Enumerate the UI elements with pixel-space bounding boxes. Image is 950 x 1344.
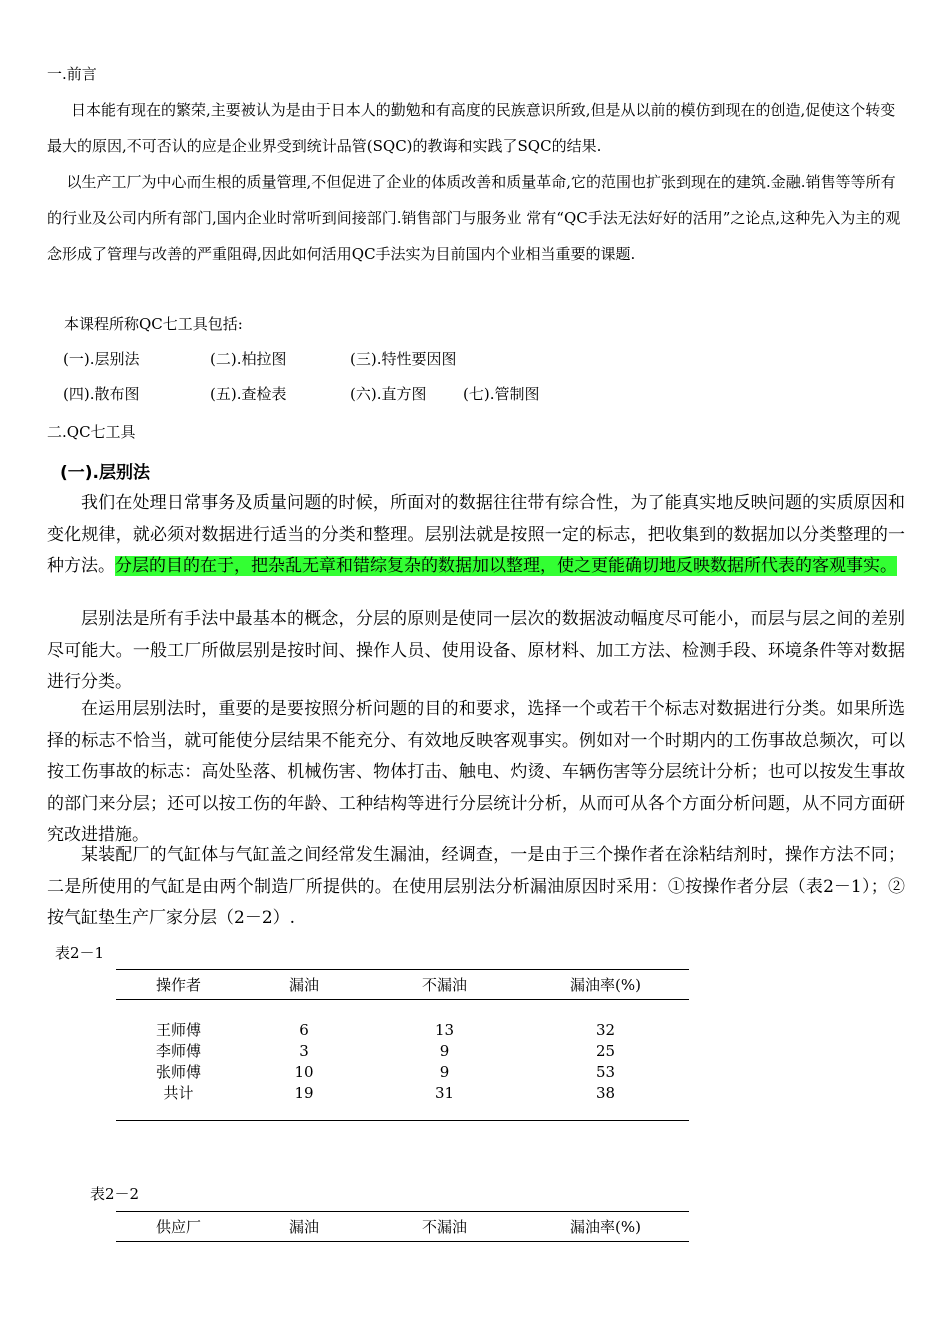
- table-cell: 6: [299, 1021, 309, 1039]
- highlighted-text: 分层的目的在于，把杂乱无章和错综复杂的数据加以整理，使之更能确切地反映数据所代表的客观事实。: [115, 556, 897, 576]
- intro-paragraph-2: 以生产工厂为中心而生根的质量管理,不但促进了企业的体质改善和质量革命,它的范围也扩张到现在的建筑.金融.销售等等所有的行业及公司内所有部门,国内企业时常听到间接部门.销售部门与服务业 常有“QC手法无法好好的活用”之论点,这种先入为主的观念形成了管理与改善的严重阻碍,因此如何活用QC手法实为目前国内个业相当重要的课题.: [47, 173, 901, 263]
- leak-rate-column: [522, 1000, 689, 1121]
- table-header: 不漏油: [367, 970, 522, 1000]
- leak-column: [241, 1000, 367, 1121]
- tool-item: (一).层别法: [63, 350, 140, 368]
- table-header: 漏油: [241, 1212, 367, 1242]
- table-header: 漏油: [241, 970, 367, 1000]
- table-2-caption: 表2－2: [90, 1185, 140, 1203]
- table-cell: 张师傅: [155, 1063, 201, 1081]
- table-cell: 9: [439, 1063, 450, 1081]
- table-cell: 王师傅: [155, 1021, 201, 1039]
- no-leak-column: [367, 1000, 522, 1121]
- stratification-paragraph-2: 层别法是所有手法中最基本的概念，分层的原则是使同一层次的数据波动幅度尽可能小，而层与层之间的差别尽可能大。一般工厂所做层别是按时间、操作人员、使用设备、原材料、加工方法、检测手段、环境条件等对数据进行分类。: [47, 609, 905, 692]
- table-row: [116, 1000, 689, 1121]
- tool-item: (五).查检表: [210, 385, 287, 403]
- table-cell: 19: [294, 1084, 314, 1102]
- intro-heading: 一.前言: [47, 65, 97, 83]
- stratification-paragraph-4: 某装配厂的气缸体与气缸盖之间经常发生漏油，经调查，一是由于三个操作者在涂粘结剂时，操作方法不同；二是所使用的气缸是由两个制造厂所提供的。在使用层别法分析漏油原因时采用：①按操作者分层（表2－1）；②按气缸垫生产厂家分层（2－2）.: [47, 845, 905, 928]
- operator-column: [116, 1000, 241, 1121]
- table-cell: 32: [595, 1021, 616, 1039]
- table-header: 漏油率(%): [522, 970, 689, 1000]
- tool-item: (三).特性要因图: [350, 350, 457, 368]
- table-2: [116, 1211, 689, 1242]
- table-header: 操作者: [116, 970, 241, 1000]
- tool-item: (六).直方图: [350, 385, 427, 403]
- table-1: [116, 969, 689, 1121]
- tool-item: (四).散布图: [63, 385, 140, 403]
- table-header: 漏油率(%): [522, 1212, 689, 1242]
- table-1-caption: 表2－1: [55, 944, 105, 962]
- table-cell: 李师傅: [155, 1042, 201, 1060]
- table-cell: 13: [434, 1021, 455, 1039]
- table-cell: 31: [434, 1084, 455, 1102]
- tool-item: (七).管制图: [463, 385, 540, 403]
- table-cell: 9: [439, 1042, 450, 1060]
- sub-heading-stratification: (一).层别法: [60, 463, 150, 483]
- table-cell: 38: [595, 1084, 616, 1102]
- table-cell: 3: [299, 1042, 309, 1060]
- stratification-paragraph-3: 在运用层别法时，重要的是要按照分析问题的目的和要求，选择一个或若干个标志对数据进行分类。如果所选择的标志不恰当，就可能使分层结果不能充分、有效地反映客观事实。例如对一个时期内的工伤事故总频次，可以按工伤事故的标志：高处坠落、机械伤害、物体打击、触电、灼烫、车辆伤害等分层统计分析；也可以按发生事故的部门来分层；还可以按工伤的年龄、工种结构等进行分层统计分析，从而可从各个方面分析问题，从不同方面研究改进措施。: [47, 699, 905, 845]
- table-cell: 25: [595, 1042, 616, 1060]
- intro-paragraph-1: 日本能有现在的繁荣,主要被认为是由于日本人的勤勉和有高度的民族意识所致,但是从以前的模仿到现在的创造,促使这个转变最大的原因,不可否认的应是企业界受到统计品管(SQC)的教诲和实践了SQC的结果.: [47, 101, 896, 155]
- table-header: 不漏油: [367, 1212, 522, 1242]
- paragraph-text: 我们在处理日常事务及质量问题的时候，所面对的数据往往带有综合性，为了能真实地反映问题的实质原因和变化规律，就必须对数据进行适当的分类和整理。层别法就是按照一定的标志，把收集到的数据加以分类整理的一种方法。: [47, 493, 905, 576]
- section-2-heading: 二.QC七工具: [47, 423, 136, 441]
- tools-row-2: [63, 376, 663, 412]
- stratification-paragraph-1: [47, 488, 905, 583]
- table-cell: 10: [294, 1063, 314, 1081]
- tool-item: (二).柏拉图: [210, 350, 287, 368]
- intro-paragraph-3: 本课程所称QC七工具包括:: [64, 315, 243, 333]
- table-cell: 53: [595, 1063, 616, 1081]
- table-cell: 共计: [163, 1084, 194, 1102]
- tools-row-1: [63, 341, 663, 377]
- table-header: 供应厂: [116, 1212, 241, 1242]
